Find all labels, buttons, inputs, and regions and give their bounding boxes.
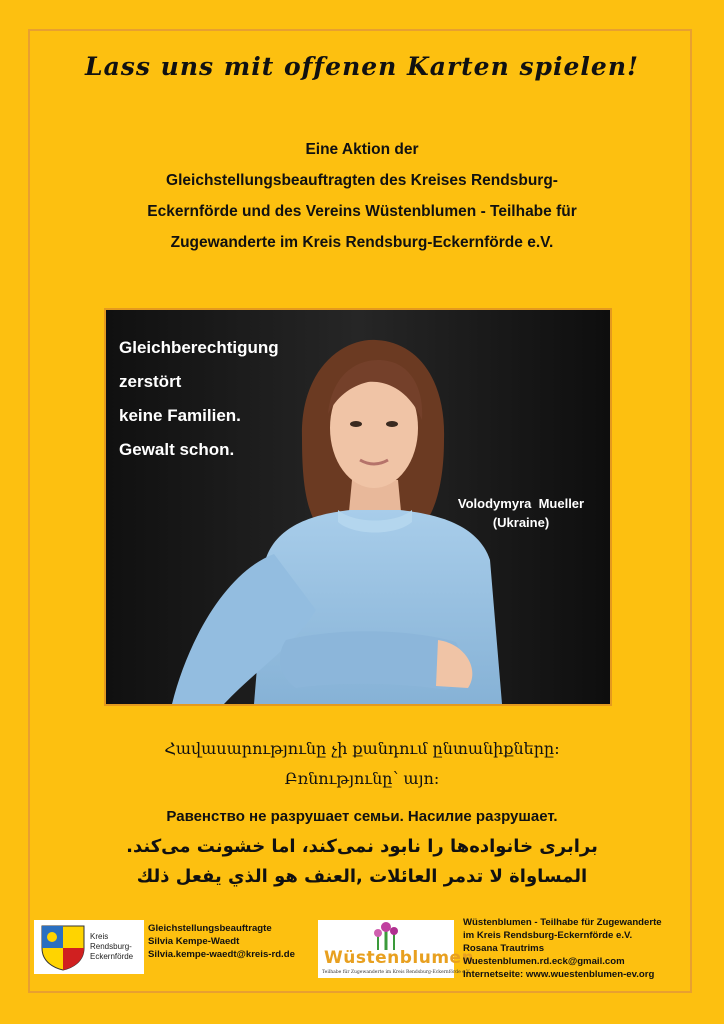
caption-name: Volodymyra Mueller <box>457 496 585 511</box>
coat-of-arms-icon <box>38 922 88 972</box>
intro-line: Eckernförde und des Vereins Wüstenblumen - Teilhabe für <box>147 203 577 220</box>
translations <box>0 734 724 892</box>
portrait-photo <box>104 308 612 706</box>
kreis-logo-text <box>90 932 133 962</box>
kreis-logo-line: Eckernförde <box>90 952 134 961</box>
wuestenblumen-wordmark: Wüstenblumen <box>324 948 475 968</box>
contact-line: im Kreis Rendsburg-Eckernförde e.V. <box>463 930 633 941</box>
caption-country: (Ukraine) <box>492 515 550 530</box>
slogan-line: keine Familien. <box>119 406 241 425</box>
poster-title: Lass uns mit offenen Karten spielen! <box>85 52 639 81</box>
russian-line: Равенство не разрушает семьи. Насилие разрушает. <box>166 808 558 825</box>
intro-line: Zugewanderte im Kreis Rendsburg-Eckernförde e.V. <box>170 234 554 251</box>
armenian-line-1: Հավասարությունը չի քանդում ընտանիքները։ <box>164 739 560 758</box>
arabic-line: المساواة لا تدمر العائلات ,العنف هو الذي يفعل ذلك <box>136 866 588 887</box>
wuestenblumen-tagline: Teilhabe für Zugewanderte im Kreis Rendsburg-Eckernförde e.V. <box>322 970 471 975</box>
wuestenblumen-logo <box>318 920 475 978</box>
slogan <box>119 337 279 473</box>
contact-email[interactable]: Wuestenblumen.rd.eck@gmail.com <box>463 956 625 967</box>
photo-caption <box>436 494 606 532</box>
contact-website[interactable]: Internetseite: www.wuestenblumen-ev.org <box>463 969 655 980</box>
persian-line: برابری خانواده‌ها را نابود نمی‌کند، اما خشونت می‌کند. <box>126 836 598 857</box>
contact-line: Gleichstellungsbeauftragte <box>148 923 272 934</box>
kreis-logo <box>34 920 144 974</box>
contact-left <box>148 922 295 961</box>
contact-line: Rosana Trautrims <box>463 943 545 954</box>
kreis-logo-line: Kreis <box>90 932 109 941</box>
slogan-line: zerstört <box>119 372 182 391</box>
intro-text <box>90 134 634 258</box>
kreis-logo-line: Rendsburg- <box>90 942 132 951</box>
contact-email[interactable]: Silvia.kempe-waedt@kreis-rd.de <box>148 949 295 960</box>
armenian-line-2: Բռնությունը՝ այո։ <box>284 769 440 788</box>
flower-icon <box>366 920 406 950</box>
contact-line: Wüstenblumen - Teilhabe für Zugewanderte <box>463 917 662 928</box>
contact-right <box>463 916 662 981</box>
contact-line: Silvia Kempe-Waedt <box>148 936 240 947</box>
intro-line: Gleichstellungsbeauftragten des Kreises Rendsburg- <box>166 172 558 189</box>
slogan-line: Gleichberechtigung <box>119 338 279 357</box>
slogan-line: Gewalt schon. <box>119 440 235 459</box>
intro-line: Eine Aktion der <box>305 141 419 158</box>
